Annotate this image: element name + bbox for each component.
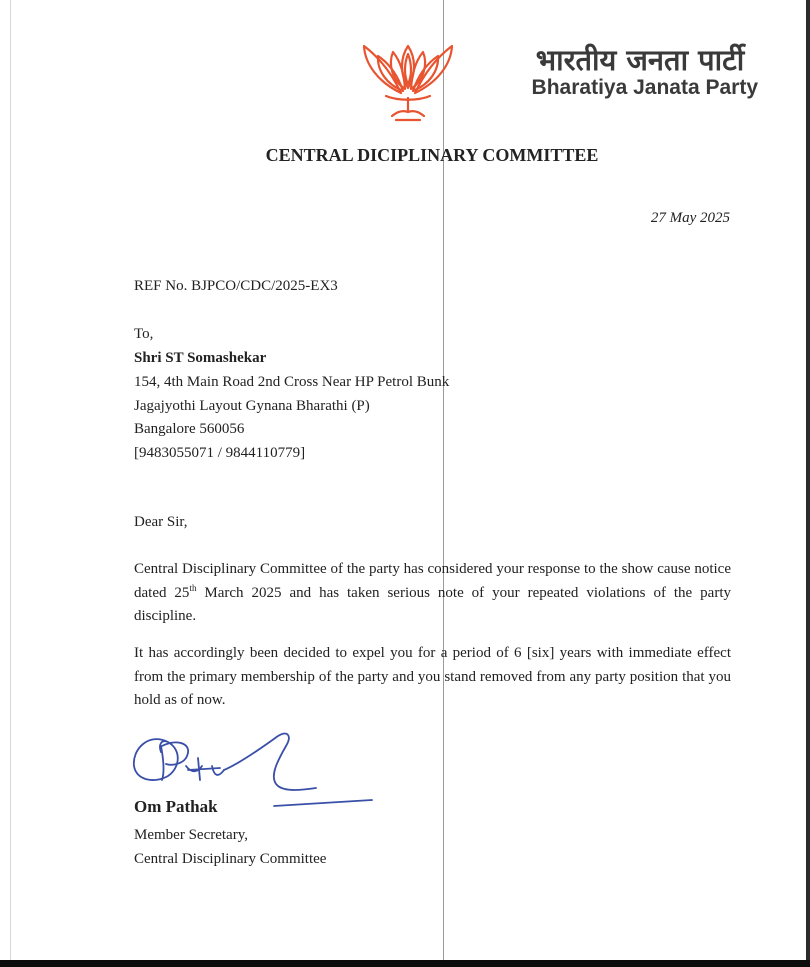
party-name-hindi: भारतीय जनता पार्टी: [535, 43, 745, 77]
signatory-committee: Central Disciplinary Committee: [134, 851, 327, 867]
recipient-name: Shri ST Somashekar: [134, 350, 267, 366]
recipient-phone: [9483055071 / 9844110779]: [134, 445, 306, 461]
signatory-title: Member Secretary,: [134, 827, 248, 843]
body-paragraph-1: [134, 558, 731, 629]
letter-date: 27 May 2025: [650, 210, 730, 226]
address-line-3: Bangalore 560056: [134, 421, 245, 437]
para1-text-b: March 2025 and has taken serious note of your repeated violations of the party discipline.: [134, 584, 731, 624]
committee-heading: CENTRAL DICIPLINARY COMMITTEE: [265, 145, 599, 165]
para1-text-a: Central Disciplinary Committee of the party has considered your response to the show cause notice dated 25: [134, 561, 731, 601]
body-paragraph-2: It has accordingly been decided to expel you for a period of 6 [six] years with immediate effect from the primary membership of the party and you stand removed from any party position that you hold as of now.: [134, 645, 731, 708]
to-label: To,: [134, 326, 154, 342]
lotus-logo-icon: [358, 38, 458, 124]
scan-bottom-border: [0, 960, 810, 967]
party-name-english: Bharatiya Janata Party: [531, 76, 758, 99]
scan-edge-line: [10, 0, 11, 960]
page-fold-line: [443, 0, 444, 960]
para1-superscript: th: [189, 582, 197, 593]
salutation: Dear Sir,: [134, 514, 188, 530]
address-line-1: 154, 4th Main Road 2nd Cross Near HP Petrol Bunk: [134, 374, 450, 390]
signatory-name: Om Pathak: [134, 797, 218, 816]
scan-right-border: [806, 0, 810, 960]
address-line-2: Jagajyothi Layout Gynana Bharathi (P): [134, 398, 370, 414]
reference-number: REF No. BJPCO/CDC/2025-EX3: [134, 278, 338, 294]
